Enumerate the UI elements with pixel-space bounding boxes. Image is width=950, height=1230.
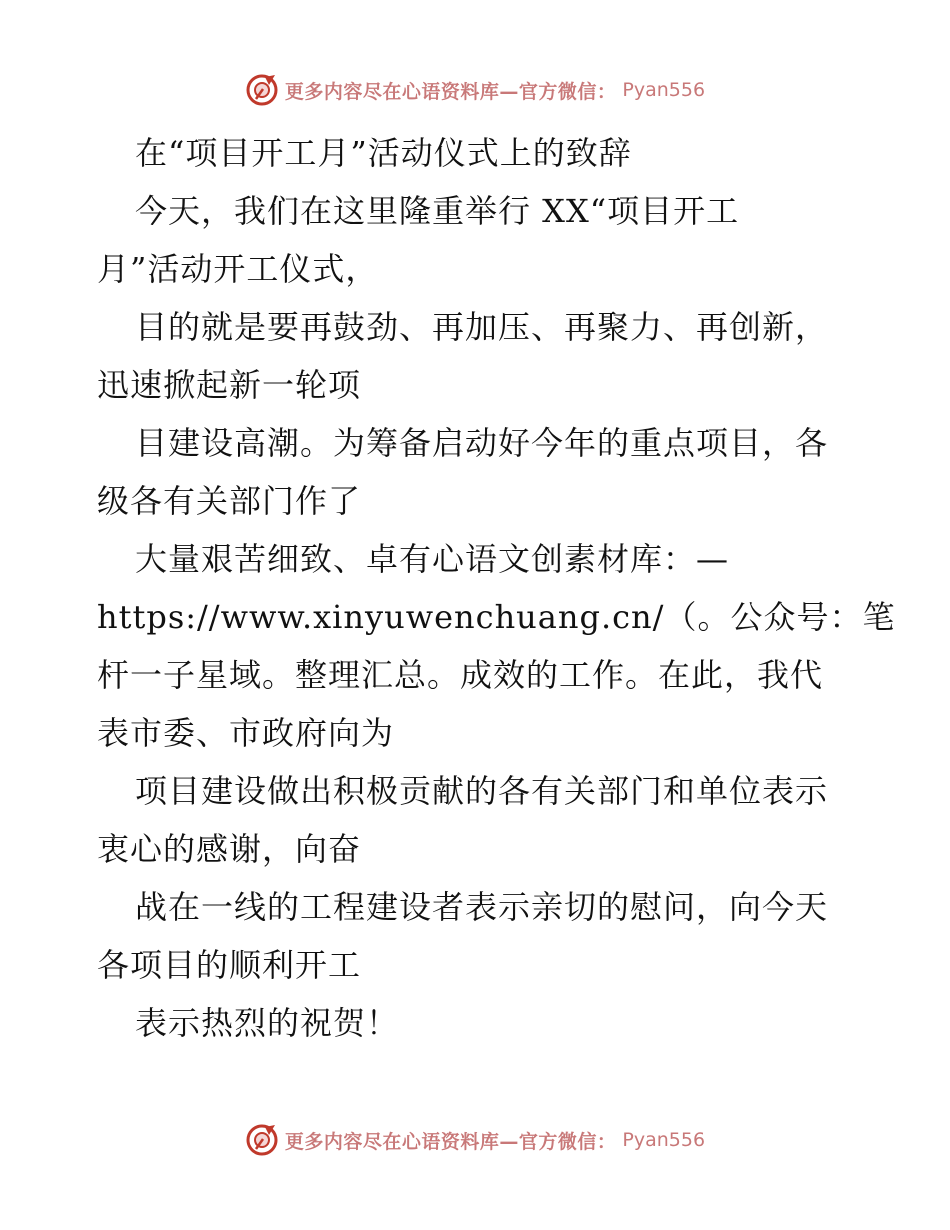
header-banner-text: 更多内容尽在心语资料库—官方微信：: [284, 80, 617, 103]
paragraph-line: 今天，我们在这里隆重举行 XX“项目开工: [135, 192, 740, 230]
paragraph-line: 迅速掀起新一轮项: [97, 366, 362, 404]
paragraph-line: 大量艰苦细致、卓有心语文创素材库：—: [135, 540, 730, 578]
document-body: [97, 124, 896, 1052]
paragraph-line: 月”活动开工仪式，: [97, 250, 379, 288]
header-wechat-id: Pyan556: [622, 79, 706, 101]
paragraph-line: 项目建设做出积极贡献的各有关部门和单位表示: [135, 772, 829, 810]
document-title: 在“项目开工月”活动仪式上的致辞: [135, 134, 632, 172]
pen-logo-icon: [245, 73, 279, 107]
paragraph-line: https://www.xinyuwenchuang.cn/（。公众号：笔: [97, 598, 896, 636]
pen-logo-icon: [245, 1123, 279, 1157]
paragraph-line: 衷心的感谢，向奋: [97, 830, 362, 868]
paragraph-line: 目的就是要再鼓劲、再加压、再聚力、再创新，: [135, 308, 829, 346]
paragraph-line: 级各有关部门作了: [97, 482, 362, 520]
paragraph-line: 战在一线的工程建设者表示亲切的慰问，向今天: [135, 888, 829, 926]
footer-watermark-banner: [0, 1120, 950, 1160]
header-watermark-banner: [0, 70, 950, 110]
footer-wechat-id: Pyan556: [622, 1129, 706, 1151]
paragraph-line: 目建设高潮。为筹备启动好今年的重点项目，各: [135, 424, 829, 462]
footer-banner-text: 更多内容尽在心语资料库—官方微信：: [284, 1130, 617, 1153]
paragraph-line: 各项目的顺利开工: [97, 946, 362, 984]
paragraph-line: 表示热烈的祝贺！: [135, 1004, 400, 1042]
paragraph-line: 杆一子星域。整理汇总。成效的工作。在此，我代: [97, 656, 824, 694]
paragraph-line: 表市委、市政府向为: [97, 714, 395, 752]
